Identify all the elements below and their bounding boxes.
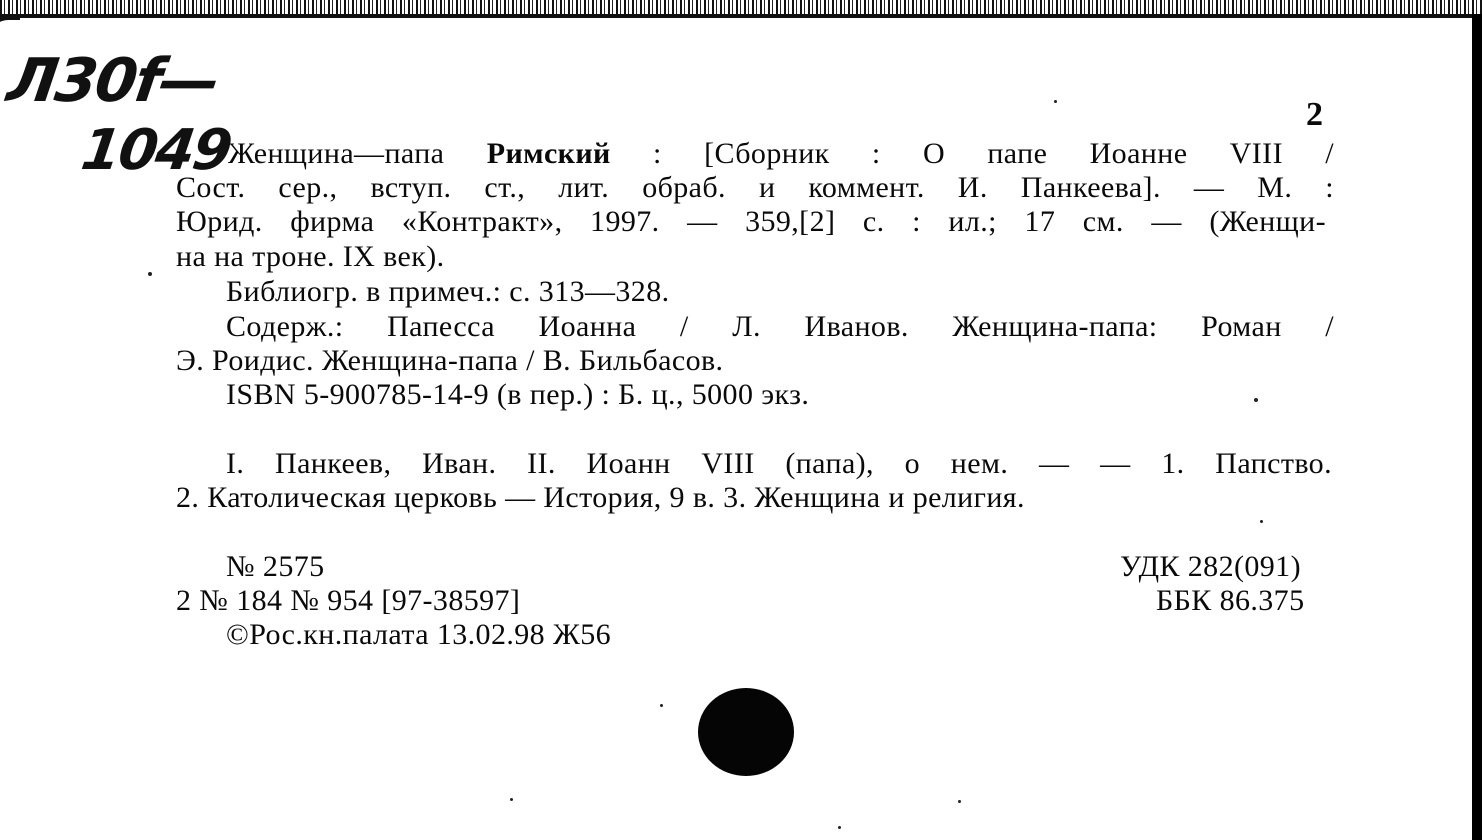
speck bbox=[510, 798, 513, 801]
speck bbox=[660, 704, 663, 707]
speck bbox=[1260, 520, 1263, 523]
card-number: 2 bbox=[1306, 96, 1323, 133]
bbk-code: ББК 86.375 bbox=[1156, 584, 1305, 617]
card-top-border bbox=[0, 14, 1482, 18]
entry-title-rest: : [Сборник : О папе Иоанне VIII / bbox=[610, 137, 1334, 170]
card-punch-hole bbox=[698, 688, 794, 776]
entry-heading-line bbox=[228, 137, 1334, 171]
entry-line-2: Сост. сер., вступ. ст., лит. обраб. и коммент. И. Панкеева]. — М. : bbox=[176, 171, 1334, 204]
contents-note-1: Содерж.: Папесса Иоанна / Л. Иванов. Женщина-папа: Роман / bbox=[226, 310, 1334, 343]
entry-title-bold: Римский bbox=[486, 137, 611, 170]
contents-note-2: Э. Роидис. Женщина-папа / В. Бильбасов. bbox=[176, 344, 724, 377]
card-number-2575: № 2575 bbox=[226, 550, 325, 583]
registry-numbers: 2 № 184 № 954 [97-38597] bbox=[176, 584, 521, 617]
speck bbox=[1054, 100, 1057, 103]
entry-line-4: на на троне. IX век). bbox=[176, 240, 445, 273]
tracing-line-1: I. Панкеев, Иван. II. Иоанн VIII (папа), о нем. — — 1. Папство. bbox=[226, 447, 1332, 480]
book-chamber-stamp: ©Рос.кн.палата 13.02.98 Ж56 bbox=[226, 618, 612, 651]
bibliography-note: Библиогр. в примеч.: с. 313—328. bbox=[226, 275, 670, 308]
card-right-edge bbox=[1472, 14, 1482, 840]
tracing-line-2: 2. Католическая церковь — История, 9 в. 3. Женщина и религия. bbox=[176, 481, 1025, 514]
isbn-line: ISBN 5-900785-14-9 (в пер.) : Б. ц., 5000 экз. bbox=[226, 378, 810, 411]
speck bbox=[1254, 398, 1258, 402]
handwritten-shelf-code-top: Л30f— bbox=[3, 46, 223, 116]
speck bbox=[958, 800, 961, 803]
entry-title: Женщина—папа bbox=[228, 137, 487, 170]
speck bbox=[148, 272, 152, 276]
entry-line-3: Юрид. фирма «Контракт», 1997. — 359,[2] с. : ил.; 17 см. — (Женщи- bbox=[176, 205, 1326, 238]
udk-code: УДК 282(091) bbox=[1120, 550, 1301, 583]
speck bbox=[838, 826, 841, 829]
handwritten-shelf-code-bottom: 1049 bbox=[77, 118, 235, 183]
